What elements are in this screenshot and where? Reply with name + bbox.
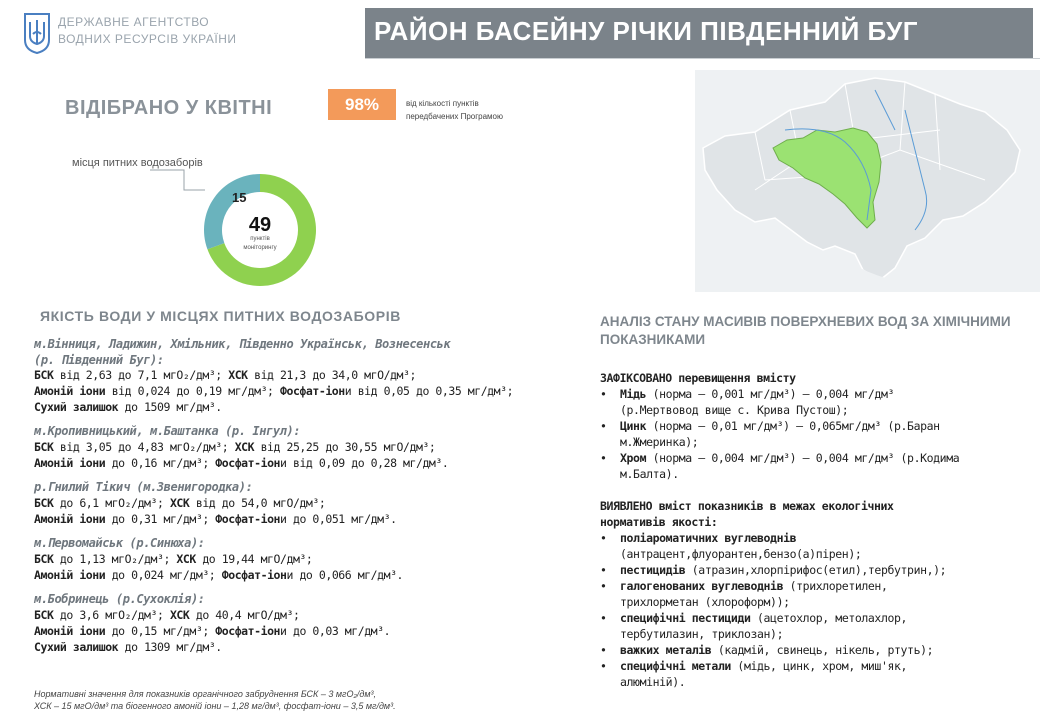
- group2-city: м.Кропивницький, м.Баштанка (р. Інгул):: [34, 424, 301, 438]
- zinc-label: Цинк: [620, 419, 647, 433]
- footnote-line-2: ХСК – 15 мгО/дм³ та біогенного амоній іони – 1,28 мг/дм³, фосфат-іони – 3,5 мг/дм³.: [34, 701, 396, 711]
- group3-line-1: [34, 495, 325, 511]
- header-divider: [365, 58, 1040, 59]
- pesticides-detail: (атразин,хлорпірифос(етил),тербутрин,);: [685, 563, 947, 577]
- analysis-title: АНАЛІЗ СТАНУ МАСИВІВ ПОВЕРХНЕВИХ ВОД ЗА ХІМІЧНИМИ ПОКАЗНИКАМИ: [600, 314, 1011, 347]
- bsk-label: БСК: [34, 368, 54, 382]
- hsk-value: від 21,3 до 34,0 мгО/дм³;: [247, 368, 416, 382]
- ammonium-value: до 0,16 мг/дм³;: [105, 456, 216, 470]
- exceed-item-zinc: • Цинк (норма – 0,01 мг/дм³) – 0,065мг/дм³ (р.Баран: [600, 419, 940, 433]
- sampled-percent-note: [406, 97, 503, 123]
- hsk-value: до 40,4 мгО/дм³;: [189, 608, 300, 622]
- found-item-specific-metals: • специфічні метали (мідь, цинк, хром, миш'як,: [600, 659, 908, 673]
- ammonium-value: до 0,024 мг/дм³;: [105, 568, 222, 582]
- found-item-specific-pesticides-detail: тербутилазин, триклозан);: [620, 627, 784, 641]
- donut-total-label-2: моніторингу: [243, 245, 277, 251]
- bsk-value: до 6,1 мгО₂/дм³;: [53, 496, 170, 510]
- phosphate-value: и до 0,03 мг/дм³.: [280, 624, 391, 638]
- page-title: РАЙОН БАСЕЙНУ РІЧКИ ПІВДЕННИЙ БУГ: [374, 16, 918, 46]
- exceed-item-chrome-location: м.Балта).: [620, 467, 679, 481]
- group3-line-2: [34, 511, 397, 527]
- water-quality-title: ЯКІСТЬ ВОДИ У МІСЦЯХ ПИТНИХ ВОДОЗАБОРІВ: [40, 308, 401, 324]
- bsk-label: БСК: [34, 552, 54, 566]
- group5-line-1: [34, 607, 299, 623]
- dry-residue-value: до 1509 мг/дм³.: [118, 400, 222, 414]
- hsk-value: від 25,25 до 30,55 мгО/дм³;: [254, 440, 436, 454]
- donut-callout-label: місця питних водозаборів: [72, 157, 203, 169]
- group1-line-2: [34, 383, 513, 399]
- exceed-item-copper-location: (р.Мертвовод вище с. Крива Пустош);: [620, 403, 849, 417]
- note-line-2: передбачених Програмою: [406, 112, 503, 121]
- group4-line-1: [34, 551, 312, 567]
- group4-city: м.Первомайськ (р.Синюха):: [34, 536, 205, 550]
- ukraine-basin-map: [695, 70, 1040, 292]
- trident-logo-icon: [22, 10, 52, 54]
- ammonium-value: до 0,15 мг/дм³;: [105, 624, 216, 638]
- group4-line-2: [34, 567, 403, 583]
- heavy-metals-label: важких металів: [620, 643, 712, 657]
- hsk-label: ХСК: [176, 552, 196, 566]
- found-title-1: ВИЯВЛЕНО вміст показників в межах екологічних: [600, 499, 894, 513]
- donut-segment-label: 15: [232, 190, 247, 205]
- found-item-pesticides: • пестицидів (атразин,хлорпірифос(етил),тербутрин,);: [600, 563, 947, 577]
- hsk-label: ХСК: [169, 608, 190, 622]
- norms-footnote: [34, 688, 396, 712]
- agency-line-1: ДЕРЖАВНЕ АГЕНТСТВО: [58, 15, 210, 29]
- ammonium-value: від 0,024 до 0,19 мг/дм³;: [105, 384, 281, 398]
- bsk-label: БСК: [34, 608, 54, 622]
- phosphate-value: и від 0,05 до 0,35 мг/дм³;: [344, 384, 514, 398]
- sampled-title: ВІДІБРАНО У КВІТНІ: [65, 97, 273, 119]
- bsk-value: від 2,63 до 7,1 мгО₂/дм³;: [53, 368, 229, 382]
- agency-line-2: ВОДНИХ РЕСУРСІВ УКРАЇНИ: [58, 32, 237, 46]
- group1-line-3: [34, 399, 222, 415]
- specific-metals-detail: (мідь, цинк, хром, миш'як,: [730, 659, 908, 673]
- donut-total-label-1: пунктів: [250, 236, 270, 242]
- found-item-halogenated: • галогенованих вуглеводнів (трихлоретилен,: [600, 579, 888, 593]
- bsk-label: БСК: [34, 440, 54, 454]
- phosphate-label: Фосфат-іон: [280, 384, 345, 398]
- hsk-label: ХСК: [169, 496, 190, 510]
- group5-line-2: [34, 623, 390, 639]
- found-item-pah-detail: (антрацент,флуорантен,бензо(а)пірен);: [620, 547, 862, 561]
- exceed-item-zinc-location: м.Жмеринка);: [620, 435, 699, 449]
- note-line-1: від кількості пунктів: [406, 99, 479, 108]
- chrome-label: Хром: [620, 451, 647, 465]
- found-title-2: нормативів якості:: [600, 515, 718, 529]
- pah-label: поліароматичних вуглеводнів: [620, 531, 797, 545]
- specific-metals-label: специфічні метали: [620, 659, 731, 673]
- found-item-specific-pesticides: • специфічні пестициди (ацетохлор, метолахлор,: [600, 611, 908, 625]
- ammonium-label: Амоній іони: [34, 624, 106, 638]
- black-sea: [815, 260, 995, 292]
- monitoring-donut-chart: [200, 170, 320, 290]
- halogenated-label: галогенованих вуглеводнів: [620, 579, 784, 593]
- zinc-value: (норма – 0,01 мг/дм³) – 0,065мг/дм³ (р.Баран: [646, 419, 940, 433]
- group5-city: м.Бобринець (р.Сухоклія):: [34, 592, 205, 606]
- group1-city-2: (р. Південний Буг):: [34, 353, 164, 367]
- fixed-title: ЗАФІКСОВАНО перевищення вмісту: [600, 371, 796, 385]
- group2-line-1: [34, 439, 435, 455]
- donut-total: 49: [248, 214, 272, 236]
- hsk-label: ХСК: [234, 440, 255, 454]
- bsk-value: до 1,13 мгО₂/дм³;: [53, 552, 177, 566]
- ammonium-label: Амоній іони: [34, 384, 106, 398]
- group3-city: р.Гнилий Тікич (м.Звенигородка):: [34, 480, 253, 494]
- sampled-percent-badge: 98%: [328, 89, 396, 120]
- specific-pesticides-label: специфічні пестициди: [620, 611, 751, 625]
- exceed-item-copper: • Мідь (норма – 0,001 мг/дм³) – 0,004 мг/дм³: [600, 387, 895, 401]
- dry-residue-label: Сухий залишок: [34, 400, 119, 414]
- copper-value: (норма – 0,001 мг/дм³) – 0,004 мг/дм³: [646, 387, 895, 401]
- group2-line-2: [34, 455, 448, 471]
- ammonium-label: Амоній іони: [34, 568, 106, 582]
- agency-name: [58, 14, 236, 48]
- found-item-specific-metals-detail: алюміній).: [620, 675, 686, 689]
- specific-pesticides-detail: (ацетохлор, метолахлор,: [750, 611, 908, 625]
- chrome-value: (норма – 0,004 мг/дм³) – 0,004 мг/дм³ (р.Кодима: [646, 451, 960, 465]
- hsk-value: до 19,44 мгО/дм³;: [195, 552, 313, 566]
- phosphate-label: Фосфат-іон: [215, 456, 281, 470]
- phosphate-value: и до 0,066 мг/дм³.: [286, 568, 404, 582]
- group1-line-1: [34, 367, 416, 383]
- bsk-label: БСК: [34, 496, 54, 510]
- found-item-pah: • поліароматичних вуглеводнів: [600, 531, 797, 545]
- dry-residue-label: Сухий залишок: [34, 640, 119, 654]
- found-item-halogenated-detail: трихлорметан (хлороформ));: [620, 595, 790, 609]
- exceed-item-chrome: • Хром (норма – 0,004 мг/дм³) – 0,004 мг/дм³ (р.Кодима: [600, 451, 960, 465]
- hsk-value: від до 54,0 мгО/дм³;: [189, 496, 326, 510]
- phosphate-label: Фосфат-іон: [221, 568, 287, 582]
- heavy-metals-detail: (кадмій, свинець, нікель, ртуть);: [711, 643, 934, 657]
- group1-city-1: м.Вінниця, Ладижин, Хмільник, Південно Українськ, Вознесенськ: [34, 337, 451, 351]
- phosphate-label: Фосфат-іон: [215, 624, 281, 638]
- ammonium-value: до 0,31 мг/дм³;: [105, 512, 216, 526]
- dry-residue-value: до 1309 мг/дм³.: [118, 640, 222, 654]
- ammonium-label: Амоній іони: [34, 456, 106, 470]
- group5-line-3: [34, 639, 222, 655]
- phosphate-value: и до 0,051 мг/дм³.: [280, 512, 397, 526]
- footnote-line-1: Нормативні значення для показників органічного забруднення БСК – 3 мгО₂/дм³,: [34, 689, 377, 699]
- bsk-value: від 3,05 до 4,83 мгО₂/дм³;: [53, 440, 235, 454]
- copper-label: Мідь: [620, 387, 647, 401]
- pesticides-label: пестицидів: [620, 563, 686, 577]
- phosphate-value: и від 0,09 до 0,28 мг/дм³.: [280, 456, 449, 470]
- phosphate-label: Фосфат-іон: [215, 512, 281, 526]
- hsk-label: ХСК: [228, 368, 248, 382]
- found-item-heavy-metals: • важких металів (кадмій, свинець, нікель, ртуть);: [600, 643, 934, 657]
- halogenated-detail: (трихлоретилен,: [783, 579, 888, 593]
- ammonium-label: Амоній іони: [34, 512, 106, 526]
- bsk-value: до 3,6 мгО₂/дм³;: [53, 608, 170, 622]
